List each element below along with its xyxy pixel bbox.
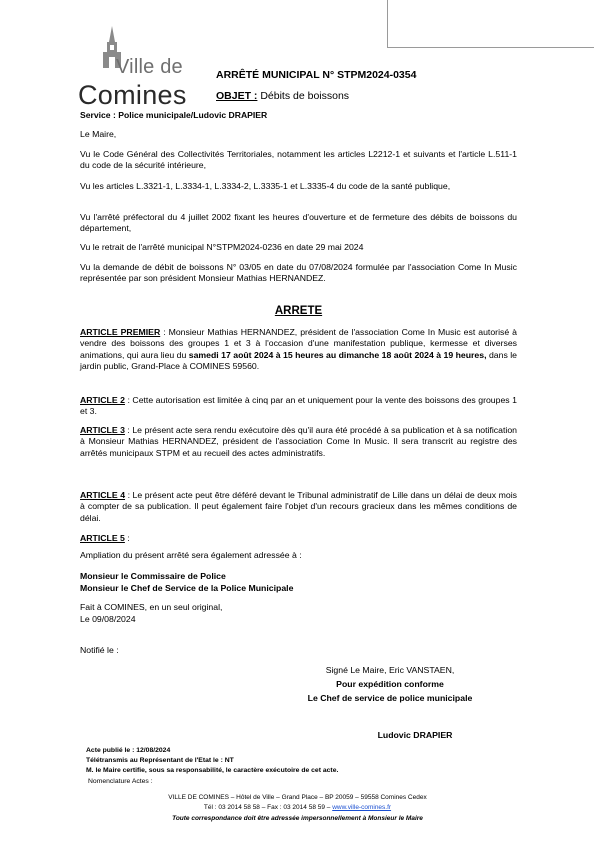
document-subject [216, 90, 349, 102]
vu-cgct: Vu le Code Général des Collectivités Territoriales, notamment les articles L2212-1 et suivants et l'article L.511-1 du code de la sécurité intérieure, [80, 149, 517, 171]
article-5 [80, 533, 517, 544]
signature-role: Le Chef de service de police municipale [307, 693, 473, 703]
document-date: Le 09/08/2024 [80, 614, 136, 624]
certification: M. le Maire certifie, sous sa responsabilité, le caractère exécutoire de cet acte. [86, 767, 339, 774]
nomenclature: Nomenclature Actes : [88, 778, 153, 785]
service-line: Service : Police municipale/Ludovic DRAPIER [80, 110, 268, 120]
article-4-label: ARTICLE 4 [80, 490, 126, 500]
vu-sante-publique: Vu les articles L.3321-1, L.3334-1, L.3334-2, L.3335-1 et L.3335-4 du code de la santé publique, [80, 181, 451, 191]
subject-label: OBJET : [216, 90, 258, 102]
article-5-text: : [124, 533, 130, 543]
footer-contact [60, 803, 535, 812]
le-maire: Le Maire, [80, 129, 117, 139]
signature-expedition: Pour expédition conforme [336, 679, 444, 689]
website-link[interactable]: www.ville-comines.fr [332, 804, 392, 811]
article-5-label: ARTICLE 5 [80, 533, 125, 543]
article-2-label: ARTICLE 2 [80, 395, 125, 405]
footer-phone-fax: Tél : 03 2014 58 58 – Fax : 03 2014 58 59 – [203, 804, 333, 811]
fait-a: Fait à COMINES, en un seul original, [80, 602, 223, 612]
vu-arrete-prefectoral: Vu l'arrêté préfectoral du 4 juillet 2002 fixant les heures d'ouverture et de fermeture des débits de boissons du département, [80, 212, 517, 234]
article-1 [80, 327, 517, 372]
stamp-box [387, 0, 594, 48]
document-title: ARRÊTÉ MUNICIPAL N° STPM2024-0354 [216, 69, 417, 81]
notifie-le: Notifié le : [80, 645, 119, 655]
article-3-text: : Le présent acte sera rendu exécutoire dès qu'il aura été procédé à sa publication et à sa notification à Monsieur Mathias HERNANDEZ, président de l'association Come In Music. Il sera transcrit au registre des arrêtés municipaux STPM et au recueil des actes administratifs. [80, 425, 517, 458]
article-1-place: dans le jardin public, Grand-Place à COMINES 59560. [80, 349, 517, 371]
teletransmission: Télétransmis au Représentant de l'Etat le : NT [86, 757, 234, 764]
footer-correspondence: Toute correspondance doit être adressée impersonnellement à Monsieur le Maire [172, 815, 423, 822]
article-2 [80, 395, 517, 418]
recipient-commissaire: Monsieur le Commissaire de Police [80, 571, 226, 581]
signatory-name: Ludovic DRAPIER [377, 730, 453, 740]
recipient-chef-police: Monsieur le Chef de Service de la Police Municipale [80, 583, 294, 593]
article-1-label: ARTICLE PREMIER [80, 327, 161, 337]
vu-retrait: Vu le retrait de l'arrêté municipal N°STPM2024-0236 en date 29 mai 2024 [80, 242, 364, 252]
vu-demande: Vu la demande de débit de boissons N° 03/05 en date du 07/08/2024 formulée par l'association Come In Music représentée par son président Monsieur Mathias HERNANDEZ. [80, 262, 517, 284]
ampliation: Ampliation du présent arrêté sera également adressée à : [80, 550, 302, 560]
article-2-text: : Cette autorisation est limitée à cinq par an et uniquement pour la vente des boissons des groupes 1 et 3. [80, 395, 517, 417]
logo-line2: Comines [78, 80, 187, 110]
city-logo [78, 28, 196, 108]
arrete-heading: ARRETE [274, 305, 323, 317]
signature-maire: Signé Le Maire, Eric VANSTAEN, [325, 665, 455, 675]
article-1-dates: samedi 17 août 2024 à 15 heures au dimanche 18 août 2024 à 19 heures, [188, 349, 487, 360]
article-3 [80, 425, 517, 459]
logo-line1: Ville de [116, 56, 183, 78]
subject-text: Débits de boissons [257, 90, 350, 102]
article-1-text: : Monsieur Mathias HERNANDEZ, président de l'association Come In Music est autorisé à vendre des boissons des groupes 1 et 3 à l'occasion d'une manifestation publique, kermesse et diverses animations, qui aura lieu du [80, 327, 517, 360]
article-3-label: ARTICLE 3 [80, 425, 125, 435]
footer-address: VILLE DE COMINES – Hôtel de Ville – Grand Place – BP 20059 – 59558 Comines Cedex [168, 794, 427, 801]
article-4 [80, 490, 517, 524]
publication-date: Acte publié le : 12/08/2024 [86, 747, 171, 754]
article-4-text: : Le présent acte peut être déféré devant le Tribunal administratif de Lille dans un délai de deux mois à compter de sa publication. Il peut également faire l'objet d'un recours gracieux dans les mêmes conditions de délai. [80, 490, 517, 523]
